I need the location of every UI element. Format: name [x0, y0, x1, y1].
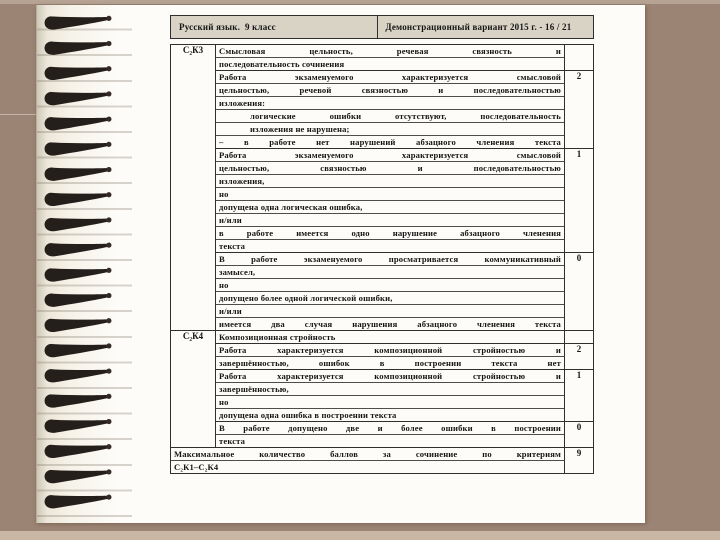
description-line: изложения,: [216, 175, 564, 188]
description-line: Работа экзаменуемого характеризуется смысловой: [216, 149, 564, 162]
course-label: Русский язык. 9 класс: [179, 22, 276, 32]
criteria-table-body: [171, 45, 594, 474]
notebook-page: [36, 5, 645, 523]
description-line: завершённостью, ошибок в построении текста нет: [219, 358, 561, 368]
description-line: цельностью, речевой связностью и последовательностью: [216, 84, 564, 97]
description-line: логические ошибки отсутствуют, последовательность: [216, 110, 564, 123]
criterion-title-line: Смысловая цельность, речевая связность и: [216, 45, 564, 58]
criterion-description: [216, 149, 565, 253]
description-line: Работа характеризуется композиционной стройностью и: [216, 370, 564, 383]
table-footer-row: [171, 448, 594, 474]
slide: [170, 15, 594, 474]
score-value: 2: [565, 71, 594, 149]
criterion-row: [171, 370, 594, 422]
criterion-row: [171, 344, 594, 370]
spiral-coils-icon: [37, 5, 132, 523]
variant-label: Демонстрационный вариант 2015 г. - 16 / 21: [377, 16, 593, 38]
criterion-description: [216, 253, 565, 331]
criterion-row: [171, 149, 594, 253]
criterion-row: [171, 71, 594, 149]
criterion-description: [216, 344, 565, 370]
description-line: замысел,: [216, 266, 564, 279]
criterion-title: [216, 45, 565, 71]
description-line: допущена одна ошибка в построении текста: [219, 410, 397, 420]
description-line: изложения:: [216, 97, 564, 110]
description-line: текста: [219, 241, 246, 251]
description-line: цельностью, связностью и последовательностью: [216, 162, 564, 175]
description-line: допущено более одной логической ошибки,: [216, 292, 564, 305]
background-bottom-edge: [0, 531, 720, 540]
criterion-row: [171, 253, 594, 331]
criterion-description: [216, 422, 565, 448]
description-line: и/или: [216, 305, 564, 318]
description-line: но: [216, 188, 564, 201]
description-line: и/или: [216, 214, 564, 227]
criterion-title-line: последовательность сочинения: [219, 59, 345, 69]
criterion-row: [171, 422, 594, 448]
score-cell-empty: [565, 331, 594, 344]
footer-text-line: Максимальное количество баллов за сочинение по критериям: [171, 448, 564, 461]
description-line: В работе экзаменуемого просматривается коммуникативный: [216, 253, 564, 266]
footer-text-line: С₂К1–С₂К4: [174, 462, 219, 472]
description-line: Работа экзаменуемого характеризуется смысловой: [216, 71, 564, 84]
description-line: – в работе нет нарушений абзацного членения текста: [219, 137, 561, 147]
score-value: 0: [565, 253, 594, 331]
description-line: но: [216, 396, 564, 409]
slide-header-bar: [170, 15, 594, 39]
description-line: допущена одна логическая ошибка,: [216, 201, 564, 214]
criterion-code: С₂К3: [171, 45, 216, 331]
background-top-edge: [0, 0, 720, 4]
description-line: изложения не нарушена;: [216, 123, 564, 136]
spiral-binding: [36, 5, 132, 523]
description-line: текста: [219, 436, 246, 446]
criterion-title-line: Композиционная стройность: [219, 332, 336, 342]
footer-text: [171, 448, 565, 474]
criterion-title-row: [171, 331, 594, 344]
criteria-table: [170, 44, 594, 474]
criterion-description: [216, 71, 565, 149]
description-line: завершённостью,: [216, 383, 564, 396]
description-line: но: [216, 279, 564, 292]
criterion-title-row: [171, 45, 594, 71]
footer-score: 9: [565, 448, 594, 474]
description-line: имеется два случая нарушения абзацного членения текста: [219, 319, 561, 329]
score-value: 1: [565, 149, 594, 253]
score-value: 0: [565, 422, 594, 448]
criterion-description: [216, 370, 565, 422]
score-cell-empty: [565, 45, 594, 71]
score-value: 1: [565, 370, 594, 422]
description-line: В работе допущено две и более ошибки в построении: [216, 422, 564, 435]
criterion-code: С₂К4: [171, 331, 216, 448]
criterion-title: [216, 331, 565, 344]
description-line: Работа характеризуется композиционной стройностью и: [216, 344, 564, 357]
description-line: в работе имеется одно нарушение абзацного членения: [216, 227, 564, 240]
score-value: 2: [565, 344, 594, 370]
